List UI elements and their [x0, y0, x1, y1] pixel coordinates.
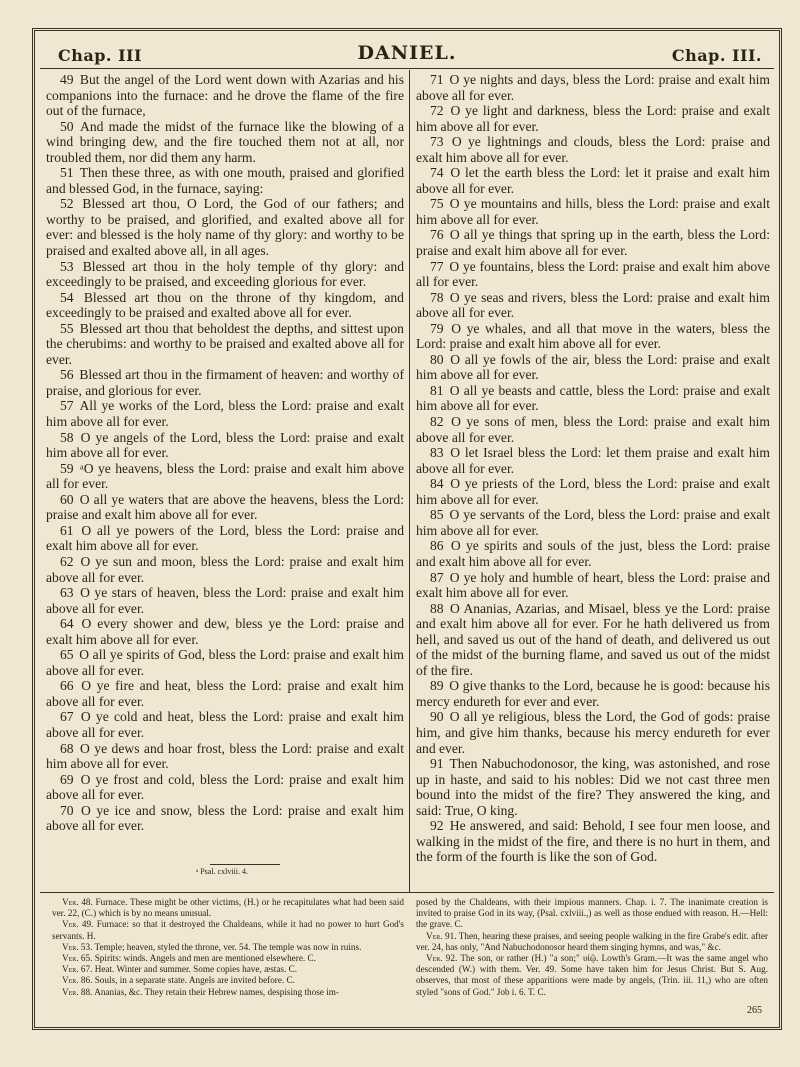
verse-number: 49 [60, 72, 74, 87]
verse-69 [46, 772, 404, 803]
note-reference: Ver. 92. [426, 953, 458, 964]
verse-number: 89 [430, 678, 444, 694]
verse-72 [416, 103, 770, 134]
verse-text: All ye works of the Lord, bless the Lord: praise and exalt him above all for ever. [46, 398, 404, 430]
commentary-note [52, 964, 404, 975]
verse-text: O ye frost and cold, bless the Lord: praise and exalt him above all for ever. [46, 771, 404, 803]
verse-number: 78 [430, 289, 444, 305]
verse-70 [46, 803, 404, 834]
verse-text: ᵃO ye heavens, bless the Lord: praise and exalt him above all for ever. [46, 460, 404, 492]
verse-89 [416, 678, 770, 709]
verse-text: Blessed art thou that beholdest the depths, and sittest upon the cherubims: and worthy to be praised and exalted above all for ever. [46, 320, 404, 367]
verse-number: 63 [60, 585, 74, 601]
note-text: Ananias, &c. They retain their Hebrew names, despising those im- [94, 986, 339, 997]
verse-number: 83 [430, 445, 444, 461]
verse-number: 53 [60, 258, 74, 274]
verse-50 [46, 119, 404, 166]
commentary-note [52, 975, 404, 986]
verse-number: 50 [60, 118, 74, 134]
verse-number: 72 [430, 103, 444, 119]
verse-91 [416, 756, 770, 818]
verse-text: O all ye fowls of the air, bless the Lord: praise and exalt him above all for ever. [416, 351, 771, 383]
verse-75 [416, 196, 770, 227]
verse-text: O ye sons of men, bless the Lord: praise and exalt him above all for ever. [416, 414, 770, 445]
verse-number: 88 [430, 600, 444, 616]
commentary-note [52, 953, 404, 964]
verse-73 [416, 134, 770, 165]
verse-86 [416, 538, 770, 569]
verse-text: Blessed art thou on the throne of thy kingdom, and exceedingly to be praised and exalted above all for ever. [46, 289, 404, 321]
commentary-note [52, 919, 404, 941]
verse-number: 90 [430, 709, 444, 725]
verse-text: O ye sun and moon, bless the Lord: praise and exalt him above all for ever. [46, 553, 404, 585]
verse-number: 71 [430, 72, 444, 87]
verse-text: O Ananias, Azarias, and Misael, bless ye the Lord: praise and exalt him above all for ever. For he hath delivered us from hell, and saved us out of the hand of death, and delivered us out of the midst of the burning flame, and saved us out of the midst of the fire. [416, 600, 770, 678]
verse-62 [46, 554, 404, 585]
note-text: Heat. Winter and summer. Some copies have, æstas. C. [94, 964, 297, 975]
verse-number: 51 [60, 165, 74, 181]
verse-text: Blessed art thou in the firmament of heaven: and worthy of praise, and glorious for ever. [46, 367, 404, 398]
verse-text: Then Nabuchodonosor, the king, was astonished, and rose up in haste, and said to his nobles: Did we not cast three men bound into the midst of the fire? They answered the king, and said: True, O king. [416, 756, 771, 818]
commentary-rule [40, 892, 774, 893]
verse-number: 91 [430, 756, 444, 772]
verse-51 [46, 165, 404, 196]
verse-81 [416, 383, 770, 414]
verse-67 [46, 709, 404, 740]
verse-92 [416, 818, 770, 865]
verse-number: 73 [430, 134, 444, 150]
verse-60 [46, 492, 404, 523]
verse-text: O all ye waters that are above the heavens, bless the Lord: praise and exalt him above all for ever. [46, 491, 404, 523]
note-text: Souls, in a separate state. Angels are invited before. C. [94, 975, 295, 986]
verse-text: O ye nights and days, bless the Lord: praise and exalt him above all for ever. [416, 72, 770, 103]
verse-text: O ye whales, and all that move in the waters, bless the Lord: praise and exalt him above all for ever. [416, 320, 771, 352]
verse-68 [46, 741, 404, 772]
verse-text: O ye stars of heaven, bless the Lord: praise and exalt him above all for ever. [46, 585, 404, 616]
verse-number: 82 [430, 414, 444, 430]
verse-number: 87 [430, 569, 444, 585]
note-reference: Ver. 48. [62, 897, 93, 907]
left-column [46, 72, 404, 834]
verse-text: Blessed art thou in the holy temple of thy glory: and exceedingly to be praised, and exceeding glorious for ever. [46, 258, 404, 290]
verse-79 [416, 321, 770, 352]
verse-71 [416, 72, 770, 103]
verse-56 [46, 367, 404, 398]
verse-85 [416, 507, 770, 538]
footnote-rule [210, 864, 280, 865]
verse-53 [46, 259, 404, 290]
verse-number: 58 [60, 429, 74, 445]
verse-number: 61 [60, 522, 74, 538]
verse-number: 62 [60, 553, 74, 569]
verse-text: He answered, and said: Behold, I see four men loose, and walking in the midst of the fire, and there is no hurt in them, and the form of the fourth is like the son of God. [416, 818, 770, 865]
verse-number: 59 [60, 460, 74, 476]
note-text: Spirits: winds. Angels and men are mentioned elsewhere. C. [94, 953, 316, 964]
verse-58 [46, 430, 404, 461]
header-chapter-left: Chap. III [58, 46, 143, 65]
verse-number: 68 [60, 740, 74, 756]
verse-65 [46, 647, 404, 678]
verse-text: O ye servants of the Lord, bless the Lord: praise and exalt him above all for ever. [416, 507, 770, 538]
verse-text: O let Israel bless the Lord: let them praise and exalt him above all for ever. [416, 445, 770, 476]
verse-text: O all ye things that spring up in the earth, bless the Lord: praise and exalt him above all for ever. [416, 227, 770, 259]
verse-90 [416, 709, 770, 756]
verse-text: O all ye spirits of God, bless the Lord: praise and exalt him above all for ever. [46, 647, 405, 678]
commentary-left [52, 897, 404, 998]
commentary-note [52, 942, 404, 953]
verse-text: Blessed art thou, O Lord, the God of our fathers; and worthy to be praised, and glorified, and exalted above all for ever: and blessed is the holy name of thy glory: and worthy to be praised and exalted above all, in all ages. [46, 196, 404, 259]
verse-text: O ye lightnings and clouds, bless the Lord: praise and exalt him above all for ever. [416, 134, 770, 165]
verse-number: 76 [430, 227, 444, 243]
verse-number: 55 [60, 320, 74, 336]
verse-number: 85 [430, 507, 444, 523]
verse-59 [46, 461, 404, 492]
verse-83 [416, 445, 770, 476]
note-reference: Ver. 49. [62, 919, 94, 930]
verse-text: O ye mountains and hills, bless the Lord: praise and exalt him above all for ever. [416, 196, 770, 227]
verse-57 [46, 398, 404, 429]
commentary-note [416, 931, 768, 953]
verse-text: O every shower and dew, bless ye the Lord: praise and exalt him above all for ever. [46, 616, 404, 647]
column-divider [409, 70, 410, 892]
note-text: Temple; heaven, styled the throne, ver. 54. The temple was now in ruins. [94, 941, 362, 952]
verse-text: But the angel of the Lord went down with Azarias and his companions into the furnace: and he drove the flame of the fire out of the furnace, [46, 72, 404, 119]
verse-text: And made the midst of the furnace like the blowing of a wind bringing dew, and the fire touched them not at all, nor troubled them, nor did them any harm. [46, 118, 405, 165]
note-text: Then, hearing these praises, and seeing people walking in the fire Grabe's edit. after ver. 24, has only, "And Nabuchodonosor heard them singing hymns, and was," &c. [416, 930, 768, 952]
verse-number: 57 [60, 398, 74, 414]
verse-number: 54 [60, 289, 74, 305]
verse-61 [46, 523, 404, 554]
header-chapter-right: Chap. III. [671, 46, 762, 65]
verse-text: O ye priests of the Lord, bless the Lord: praise and exalt him above all for ever. [416, 476, 770, 507]
verse-number: 65 [60, 647, 74, 663]
verse-number: 52 [60, 196, 74, 212]
verse-text: O give thanks to the Lord, because he is good: because his mercy endureth for ever and ever. [416, 678, 770, 709]
note-reference: Ver. 67. [62, 964, 93, 975]
verse-text: O all ye religious, bless the Lord, the God of gods: praise him, and give him thanks, because his mercy endureth for ever and ever. [416, 709, 770, 756]
verse-text: O ye fire and heat, bless the Lord: praise and exalt him above all for ever. [46, 678, 404, 709]
verse-number: 74 [430, 165, 444, 181]
verse-66 [46, 678, 404, 709]
verse-number: 64 [60, 616, 74, 632]
verse-text: O ye seas and rivers, bless the Lord: praise and exalt him above all for ever. [416, 289, 770, 321]
verse-88 [416, 601, 770, 679]
verse-55 [46, 321, 404, 368]
note-reference: Ver. 88. [62, 986, 93, 997]
verse-number: 70 [60, 802, 74, 818]
verse-text: O ye dews and hoar frost, bless the Lord: praise and exalt him above all for ever. [46, 740, 404, 772]
note-text: posed by the Chaldeans, with their impious manners. Chap. i. 7. The inanimate creation is invited to praise God in its way, (Psal. cxlviii.,) as well as those endued with reason. H.—Hell: the grave. C. [416, 897, 768, 930]
verse-82 [416, 414, 770, 445]
verse-number: 92 [430, 818, 444, 834]
verse-number: 79 [430, 320, 444, 336]
verse-number: 66 [60, 678, 74, 694]
verse-text: O ye spirits and souls of the just, bless the Lord: praise and exalt him above all for ever. [416, 538, 770, 569]
header-book-title: DANIEL. [357, 42, 457, 64]
commentary-note [416, 953, 768, 998]
verse-text: O ye fountains, bless the Lord: praise and exalt him above all for ever. [416, 258, 770, 290]
verse-number: 75 [430, 196, 444, 212]
verse-number: 86 [430, 538, 444, 554]
note-reference: Ver. 86. [62, 975, 93, 986]
commentary-note [52, 987, 404, 998]
note-text: Furnace. These might be other victims, (H.) or he recapitulates what had been said ver. 22, (C.) which is by no means unusual. [52, 897, 405, 919]
verse-text: O all ye beasts and cattle, bless the Lord: praise and exalt him above all for ever. [416, 382, 770, 414]
verse-text: O ye cold and heat, bless the Lord: praise and exalt him above all for ever. [46, 709, 405, 740]
verse-text: O ye holy and humble of heart, bless the Lord: praise and exalt him above all for ever. [416, 569, 770, 601]
verse-number: 80 [430, 351, 444, 367]
verse-74 [416, 165, 770, 196]
verse-84 [416, 476, 770, 507]
verse-number: 60 [60, 491, 74, 507]
verse-87 [416, 570, 770, 601]
verse-text: O let the earth bless the Lord: let it praise and exalt him above all for ever. [416, 165, 770, 196]
verse-number: 84 [430, 476, 444, 492]
page-number: 265 [747, 1005, 762, 1016]
verse-64 [46, 616, 404, 647]
cross-reference-footnote: ᵃ Psal. cxlviii. 4. [196, 867, 248, 876]
verse-78 [416, 290, 770, 321]
right-column [416, 72, 770, 865]
verse-63 [46, 585, 404, 616]
note-reference: Ver. 91. [426, 930, 457, 941]
verse-54 [46, 290, 404, 321]
verse-number: 77 [430, 258, 444, 274]
verse-80 [416, 352, 770, 383]
note-reference: Ver. 65. [62, 953, 93, 964]
note-text: The son, or rather (H.) "a son;" υἱῷ. Lowth's Gram.—It was the same angel who descended (W.) with them. Ver. 49. Some have taken him for Jesus Christ. But S. Aug. observes, that most of these apparitions were made by angels, (Trin. iii. 11,) who are often styled "sons of God." Job i. 6. T. C. [416, 953, 768, 997]
commentary-note [416, 897, 768, 931]
verse-number: 67 [60, 709, 74, 725]
verse-text: O all ye powers of the Lord, bless the Lord: praise and exalt him above all for ever. [46, 522, 404, 554]
commentary-right [416, 897, 768, 998]
verse-number: 81 [430, 382, 444, 398]
note-text: Furnace: so that it destroyed the Chaldeans, while it had no power to hurt God's servants. H. [52, 919, 405, 941]
verse-number: 56 [60, 367, 74, 383]
verse-text: Then these three, as with one mouth, praised and glorified and blessed God, in the furnace, saying: [46, 165, 405, 196]
verse-52 [46, 196, 404, 258]
note-reference: Ver. 53. [62, 941, 93, 952]
running-header [40, 38, 774, 69]
verse-text: O ye light and darkness, bless the Lord: praise and exalt him above all for ever. [416, 103, 770, 134]
verse-number: 69 [60, 771, 74, 787]
verse-49 [46, 72, 404, 119]
verse-77 [416, 259, 770, 290]
verse-text: O ye ice and snow, bless the Lord: praise and exalt him above all for ever. [46, 802, 404, 834]
verse-text: O ye angels of the Lord, bless the Lord: praise and exalt him above all for ever. [46, 429, 405, 461]
verse-76 [416, 227, 770, 258]
commentary-note [52, 897, 404, 919]
